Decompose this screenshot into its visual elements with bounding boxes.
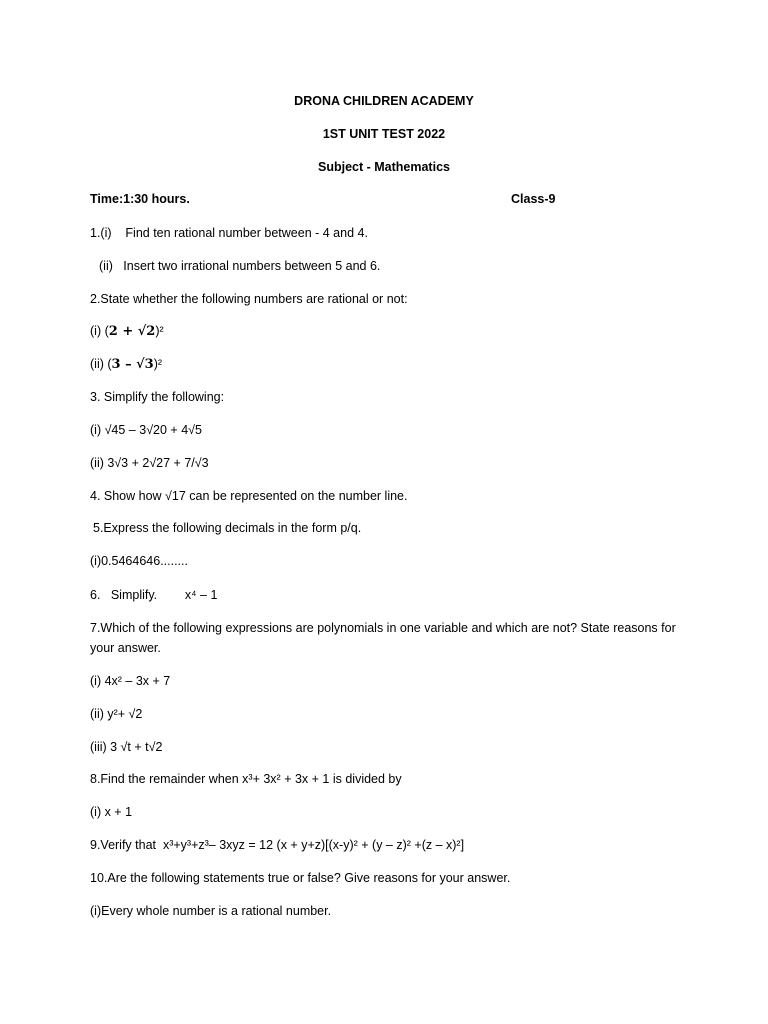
question-4: 4. Show how √17 can be represented on the number line.	[90, 489, 408, 503]
question-8: 8.Find the remainder when x³+ 3x² + 3x + 1 is divided by	[90, 772, 402, 786]
class-line: Class-9	[511, 192, 556, 206]
question-2-ii-tail: )²	[153, 357, 163, 371]
question-2-ii-label: (ii) (	[90, 357, 112, 371]
school-name: DRONA CHILDREN ACADEMY	[294, 94, 474, 108]
question-3-i: (i) √45 – 3√20 + 4√5	[90, 423, 202, 437]
question-1-i: 1.(i) Find ten rational number between - 4 and 4.	[90, 226, 368, 240]
question-2: 2.State whether the following numbers are rational or not:	[90, 292, 408, 306]
question-2-i-label: (i) (	[90, 324, 109, 338]
question-10-i: (i)Every whole number is a rational number.	[90, 904, 332, 918]
question-2-i	[90, 324, 164, 339]
question-2-ii-expr: 3 – √3	[111, 357, 154, 372]
question-6: 6. Simplify. x⁴ – 1	[90, 588, 218, 602]
test-title: 1ST UNIT TEST 2022	[322, 127, 446, 141]
question-7-iii: (iii) 3 √t + t√2	[90, 740, 163, 754]
question-5: 5.Express the following decimals in the form p/q.	[93, 521, 362, 535]
subject-line: Subject - Mathematics	[318, 160, 450, 174]
question-3-ii: (ii) 3√3 + 2√27 + 7/√3	[90, 456, 209, 470]
question-9: 9.Verify that x³+y³+z³– 3xyz = 12 (x + y+z)[(x-y)² + (y – z)² +(z – x)²]	[90, 838, 465, 852]
question-7-i: (i) 4x² – 3x + 7	[90, 674, 171, 688]
question-2-ii	[90, 357, 162, 372]
question-7: 7.Which of the following expressions are polynomials in one variable and which are not? State reasons for your answer.	[90, 621, 676, 655]
question-2-i-tail: )²	[155, 324, 164, 338]
question-7-ii: (ii) y²+ √2	[90, 707, 143, 721]
question-10: 10.Are the following statements true or false? Give reasons for your answer.	[90, 871, 511, 885]
question-8-i: (i) x + 1	[90, 805, 133, 819]
question-1-ii: (ii) Insert two irrational numbers between 5 and 6.	[99, 259, 381, 273]
question-5-i: (i)0.5464646........	[90, 554, 188, 568]
time-line: Time:1:30 hours.	[90, 192, 190, 206]
question-2-i-expr: 2 + √2	[108, 324, 156, 339]
question-3: 3. Simplify the following:	[90, 390, 225, 404]
